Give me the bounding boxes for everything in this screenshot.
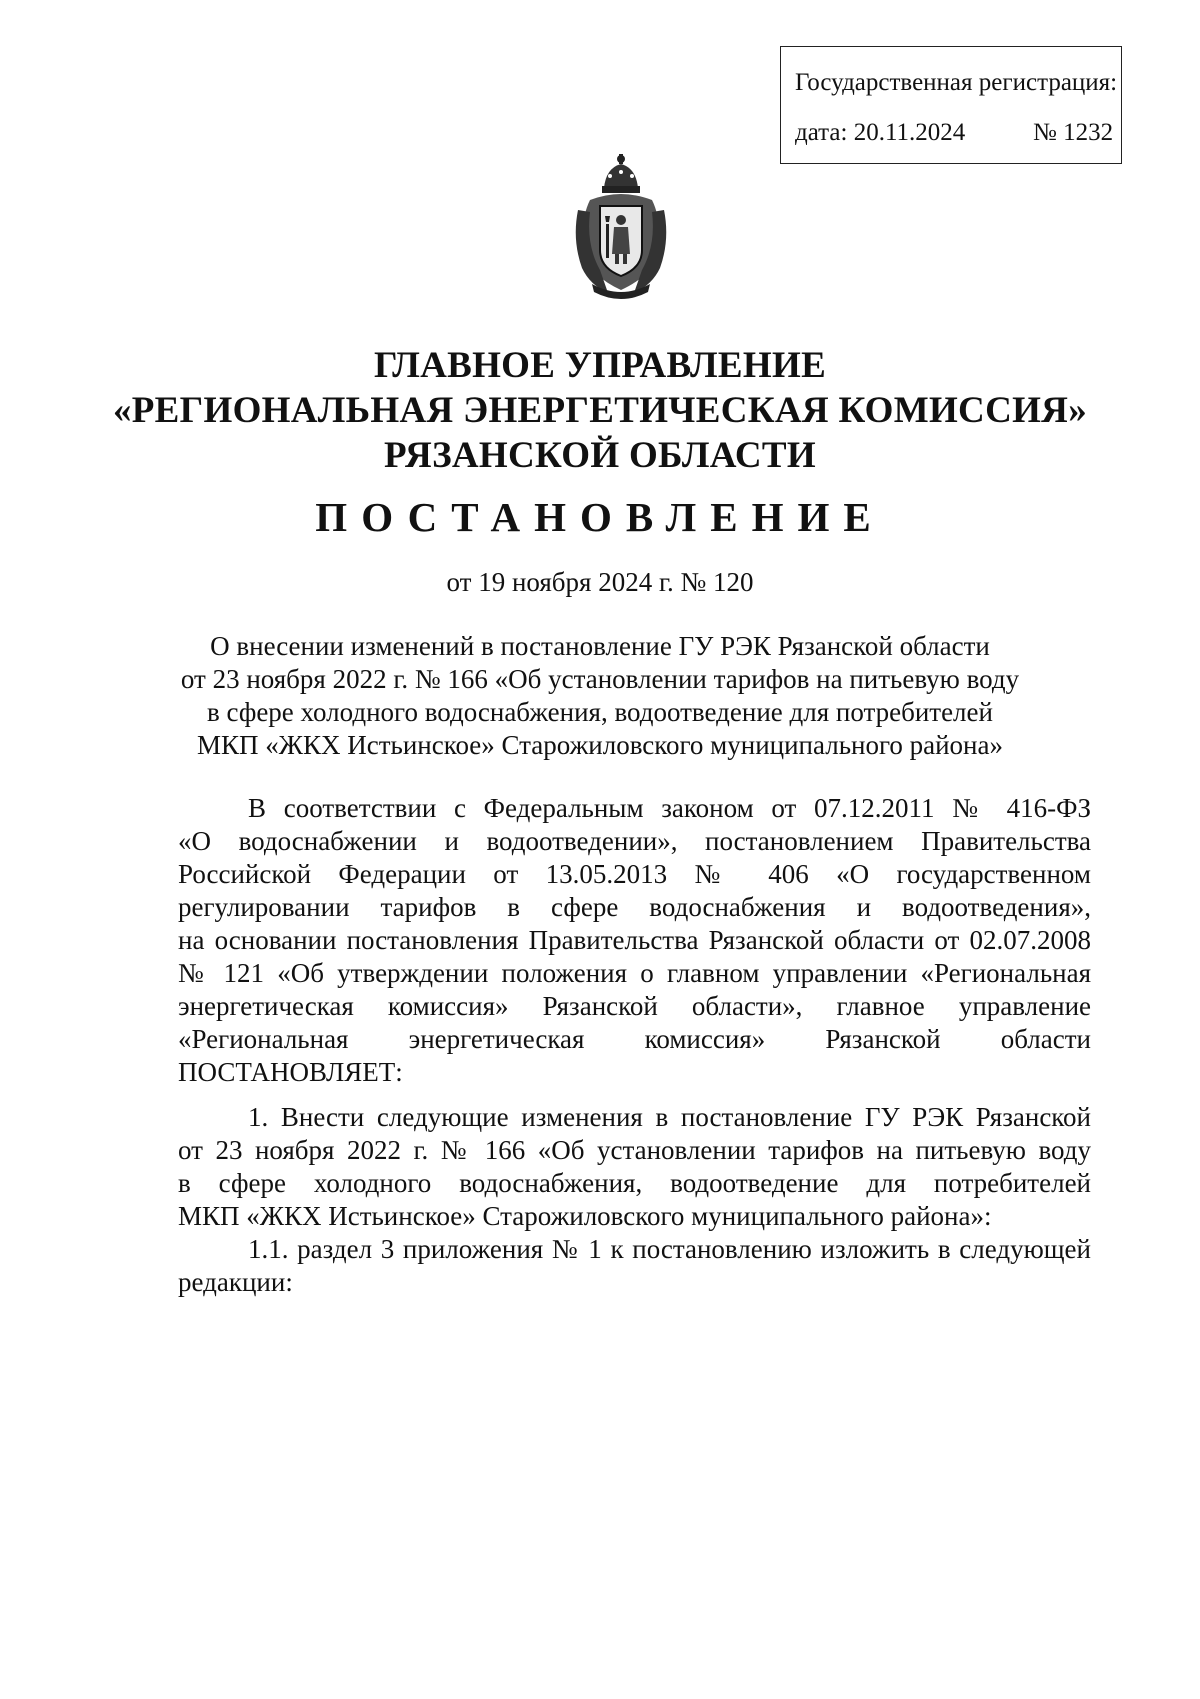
item-1-line: МКП «ЖКХ Истьинское» Старожиловского муниципального района»: [178, 1201, 992, 1231]
preamble-line: В соответствии с Федеральным законом от 07.12.2011 № 416-ФЗ [248, 793, 1091, 823]
agency-title-line-2: «РЕГИОНАЛЬНАЯ ЭНЕРГЕТИЧЕСКАЯ КОМИССИЯ» [112, 390, 1087, 431]
item-1-line: от 23 ноября 2022 г. № 166 «Об установлении тарифов на питьевую воду [178, 1135, 1091, 1165]
preamble-line: Российской Федерации от 13.05.2013 № 406 «О государственном [178, 859, 1091, 889]
item-1-1-line: 1.1. раздел 3 приложения № 1 к постановлению изложить в следующей [248, 1234, 1091, 1264]
agency-title-line-1: ГЛАВНОЕ УПРАВЛЕНИЕ [373, 345, 827, 386]
registration-number: № 1232 [1033, 119, 1114, 146]
item-1-1-line: редакции: [178, 1267, 293, 1297]
registration-date: дата: 20.11.2024 [795, 119, 966, 146]
subject-line: от 23 ноября 2022 г. № 166 «Об установлении тарифов на питьевую воду [180, 664, 1020, 694]
preamble-line: «Региональная энергетическая комиссия» Рязанской области [178, 1024, 1091, 1054]
document-date-number: от 19 ноября 2024 г. № 120 [446, 567, 754, 597]
document-type: ПОСТАНОВЛЕНИЕ [315, 494, 885, 540]
registration-stamp [780, 46, 1122, 164]
subject-line: в сфере холодного водоснабжения, водоотведение для потребителей [207, 697, 993, 727]
item-1-line: 1. Внести следующие изменения в постановление ГУ РЭК Рязанской [248, 1102, 1091, 1132]
preamble-line: регулировании тарифов в сфере водоснабжения и водоотведения», [178, 892, 1091, 922]
resolves-word: ПОСТАНОВЛЯЕТ: [178, 1057, 403, 1087]
registration-title: Государственная регистрация: [795, 69, 1118, 96]
item-1-paragraph [178, 1101, 1091, 1299]
preamble-line: № 121 «Об утверждении положения о главном управлении «Региональная [178, 958, 1091, 988]
preamble-paragraph [178, 792, 1091, 1089]
preamble-line: на основании постановления Правительства Рязанской области от 02.07.2008 [178, 925, 1091, 955]
subject-line: О внесении изменений в постановление ГУ РЭК Рязанской области [210, 631, 990, 661]
agency-title-line-3: РЯЗАНСКОЙ ОБЛАСТИ [384, 435, 816, 476]
ryazan-coat-of-arms-icon [570, 150, 672, 300]
subject-line: МКП «ЖКХ Истьинское» Старожиловского муниципального района» [197, 730, 1003, 760]
preamble-line: энергетическая комиссия» Рязанской области», главное управление [178, 991, 1091, 1021]
document-subject [0, 630, 1200, 762]
item-1-line: в сфере холодного водоснабжения, водоотведение для потребителей [178, 1168, 1091, 1198]
preamble-line: «О водоснабжении и водоотведении», постановлением Правительства [178, 826, 1091, 856]
